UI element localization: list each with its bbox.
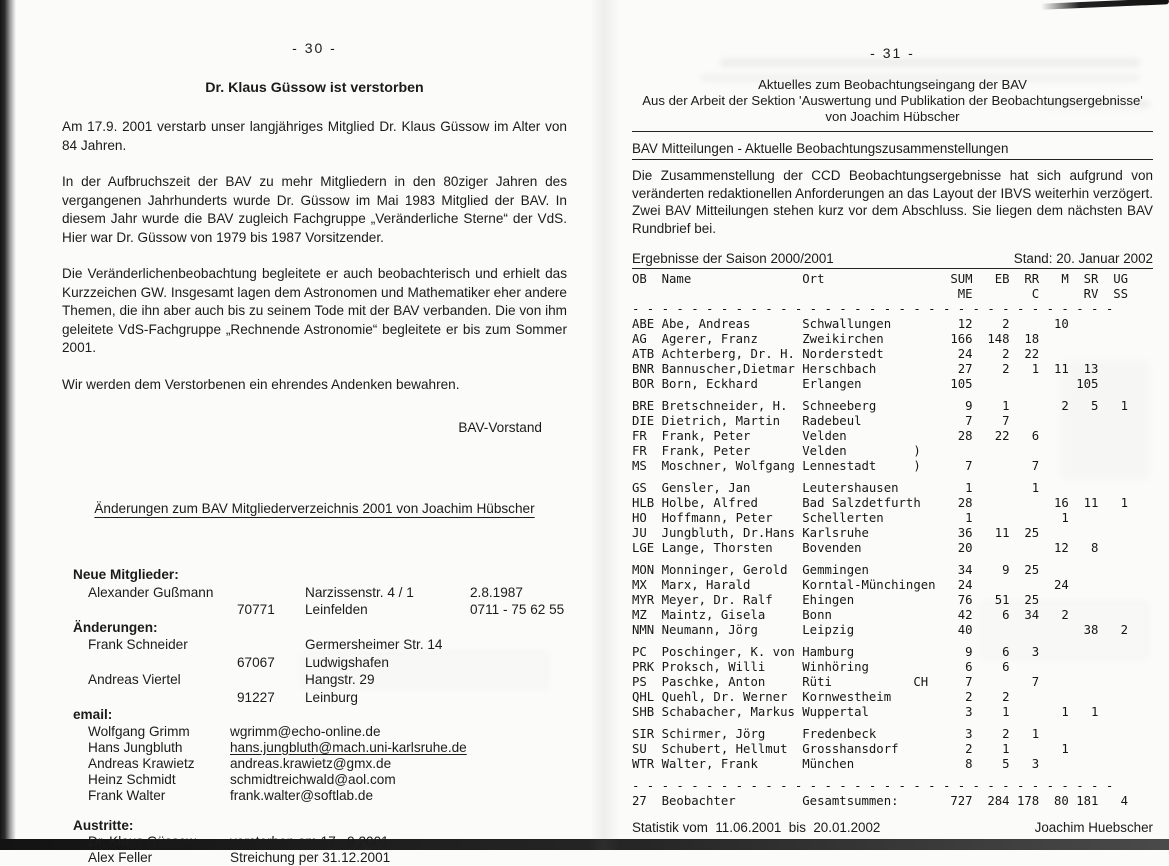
table-row: PRK Proksch, Willi Winhöring 6 6 bbox=[632, 660, 1153, 675]
section-aenderungen bbox=[73, 619, 567, 707]
table-row: SU Schubert, Hellmut Grosshansdorf 2 1 1 bbox=[632, 742, 1153, 757]
name-cell: Frank Schneider bbox=[88, 636, 237, 654]
table-row: MYR Meyer, Dr. Ralf Ehingen 76 51 25 bbox=[632, 593, 1153, 608]
table-row: ATB Achterberg, Dr. H. Norderstedt 24 2 22 bbox=[632, 347, 1153, 362]
section-email bbox=[73, 706, 567, 804]
section-austritte bbox=[73, 817, 567, 866]
table-row: HO Hoffmann, Peter Schellerten 1 1 bbox=[632, 511, 1153, 526]
table-row: NMN Neumann, Jörg Leipzig 40 38 2 bbox=[632, 623, 1153, 638]
plz-cell: 70771 bbox=[237, 601, 305, 619]
section-neue-mitglieder bbox=[73, 566, 567, 619]
table-row: GS Gensler, Jan Leutershausen 1 1 bbox=[632, 481, 1153, 496]
extra-cell bbox=[470, 671, 567, 689]
name-cell: Andreas Krawietz bbox=[88, 756, 230, 772]
table-row: MS Moschner, Wolfgang Lennestadt ) 7 7 bbox=[632, 459, 1153, 474]
obituary-paragraph-1: Am 17.9. 2001 verstarb unser langjähriges Mitglied Dr. Klaus Güssow im Alter von 84 Jahren. bbox=[62, 118, 567, 155]
street-cell: Leinfelden bbox=[305, 601, 470, 619]
austritte-rows bbox=[73, 834, 567, 866]
observation-table bbox=[632, 272, 1153, 809]
mitteilungen-subtitle: BAV Mitteilungen - Aktuelle Beobachtungszusammenstellungen bbox=[632, 141, 1153, 156]
table-caption-left: Ergebnisse der Saison 2000/2001 bbox=[632, 251, 834, 266]
value-cell: frank.walter@softlab.de bbox=[230, 788, 567, 804]
table-row: JU Jungbluth, Dr.Hans Karlsruhe 36 11 25 bbox=[632, 526, 1153, 541]
address-row bbox=[73, 654, 567, 672]
pair-row bbox=[73, 772, 567, 788]
street-cell: Narzissenstr. 4 / 1 bbox=[305, 584, 470, 602]
pair-row bbox=[73, 740, 567, 756]
name-cell: Frank Walter bbox=[88, 788, 230, 804]
pair-row bbox=[73, 756, 567, 772]
name-cell: Andreas Viertel bbox=[88, 671, 237, 689]
street-cell: Germersheimer Str. 14 bbox=[305, 636, 470, 654]
table-row: LGE Lange, Thorsten Bovenden 20 12 8 bbox=[632, 541, 1153, 556]
scan-edge-left bbox=[0, 0, 16, 850]
table-divider: - - - - - - - - - - - - - - - - - - - - - - - - - - - - - - - - - bbox=[632, 779, 1153, 794]
street-cell: Ludwigshafen bbox=[305, 654, 470, 672]
value-cell: wgrimm@echo-online.de bbox=[230, 724, 567, 740]
plz-cell: 91227 bbox=[237, 689, 305, 707]
table-row: SIR Schirmer, Jörg Fredenbeck 3 2 1 bbox=[632, 727, 1153, 742]
pair-row bbox=[73, 724, 567, 740]
address-row bbox=[73, 636, 567, 654]
table-author: Joachim Huebscher bbox=[1035, 820, 1153, 835]
obituary-title: Dr. Klaus Güssow ist verstorben bbox=[62, 80, 567, 96]
table-row: ABE Abe, Andreas Schwallungen 12 2 10 bbox=[632, 317, 1153, 332]
table-row: FR Frank, Peter Velden 28 22 6 bbox=[632, 429, 1153, 444]
name-cell: Wolfgang Grimm bbox=[88, 724, 230, 740]
value-cell: hans.jungbluth@mach.uni-karlsruhe.de bbox=[230, 740, 567, 756]
section-label: Austritte: bbox=[73, 817, 567, 835]
table-row: MX Marx, Harald Korntal-Münchingen 24 24 bbox=[632, 578, 1153, 593]
page-gutter-shadow bbox=[590, 0, 620, 850]
mitteilungen-paragraph: Die Zusammenstellung der CCD Beobachtungsergebnisse hat sich aufgrund von veränderten redaktionellen Anforderungen an das Layout der IBVS weiterhin verzögert. Zwei BAV Mitteilungen stehen kurz vor dem Abschluss. Sie liegen dem nächsten BAV Rundbrief bei. bbox=[632, 167, 1153, 237]
value-cell: verstorben am 17. 9.2001 bbox=[230, 834, 567, 850]
table-row: AG Agerer, Franz Zweikirchen 166 148 18 bbox=[632, 332, 1153, 347]
table-row: DIE Dietrich, Martin Radebeul 7 7 bbox=[632, 414, 1153, 429]
obituary-paragraph-4: Wir werden dem Verstorbenen ein ehrendes Andenken bewahren. bbox=[62, 376, 567, 395]
section-label: Änderungen: bbox=[73, 619, 567, 637]
table-caption-right: Stand: 20. Januar 2002 bbox=[1014, 251, 1153, 266]
extra-cell bbox=[470, 636, 567, 654]
extra-cell bbox=[470, 689, 567, 707]
table-row: FR Frank, Peter Velden ) bbox=[632, 444, 1153, 459]
subtitle-rule bbox=[632, 159, 1153, 160]
caption-rule bbox=[632, 268, 1153, 269]
pair-row bbox=[73, 834, 567, 850]
name-cell bbox=[88, 689, 237, 707]
name-cell: Alex Feller bbox=[88, 850, 230, 866]
plz-cell: 67067 bbox=[237, 654, 305, 672]
section-label: email: bbox=[73, 706, 567, 724]
pair-row bbox=[73, 850, 567, 866]
left-page bbox=[62, 40, 567, 866]
statistics-period: Statistik vom 11.06.2001 bis 20.01.2002 bbox=[632, 820, 880, 835]
plz-cell bbox=[237, 636, 305, 654]
address-row bbox=[73, 671, 567, 689]
pair-row bbox=[73, 788, 567, 804]
table-header-sub: ME C RV SS bbox=[632, 287, 1153, 302]
name-cell bbox=[88, 654, 237, 672]
report-heading-line3: von Joachim Hübscher bbox=[632, 109, 1153, 125]
street-cell: Leinburg bbox=[305, 689, 470, 707]
table-row: MON Monninger, Gerold Gemmingen 34 9 25 bbox=[632, 563, 1153, 578]
name-cell: Alexander Gußmann bbox=[88, 584, 237, 602]
table-header: OB Name Ort SUM EB RR M SR UG bbox=[632, 272, 1153, 287]
name-cell: Hans Jungbluth bbox=[88, 740, 230, 756]
table-row: BRE Bretschneider, H. Schneeberg 9 1 2 5 1 bbox=[632, 399, 1153, 414]
table-divider: - - - - - - - - - - - - - - - - - - - - - - - - - - - - - - - - - bbox=[632, 302, 1153, 317]
address-row bbox=[73, 689, 567, 707]
email-rows bbox=[73, 724, 567, 804]
heading-rule bbox=[632, 131, 1153, 132]
right-page bbox=[632, 45, 1153, 835]
obituary-paragraph-3: Die Veränderlichenbeobachtung begleitete er auch beobachterisch und erhielt das Kurzzeichen GW. Insgesamt lagen dem Astronomen und Mathematiker eher andere Themen, die ihn aber auch bis zu seinem Tode mit der BAV verbanden. Die von ihm geleitete VdS-Fachgruppe „Rechnende Astronomie“ begleitete er bis zum Sommer 2001. bbox=[62, 265, 567, 358]
name-cell: Dr. Klaus Güssow bbox=[88, 834, 230, 850]
new-members-rows bbox=[73, 584, 567, 619]
obituary-signature: BAV-Vorstand bbox=[62, 420, 567, 435]
value-cell: schmidtreichwald@aol.com bbox=[230, 772, 567, 788]
report-heading-line1: Aktuelles zum Beobachtungseingang der BAV bbox=[632, 77, 1153, 93]
table-row: PS Paschke, Anton Rüti CH 7 7 bbox=[632, 675, 1153, 690]
plz-cell bbox=[237, 671, 305, 689]
table-row: BNR Bannuscher,Dietmar Herschbach 27 2 1 11 13 bbox=[632, 362, 1153, 377]
page-number-30: - 30 - bbox=[62, 40, 567, 56]
scan-edge-top-right bbox=[1041, 0, 1169, 10]
extra-cell bbox=[470, 654, 567, 672]
table-row: BOR Born, Eckhard Erlangen 105 105 bbox=[632, 377, 1153, 392]
table-row: HLB Holbe, Alfred Bad Salzdetfurth 28 16 11 1 bbox=[632, 496, 1153, 511]
table-row: SHB Schabacher, Markus Wuppertal 3 1 1 1 bbox=[632, 705, 1153, 720]
changes-heading: Änderungen zum BAV Mitgliederverzeichnis 2001 von Joachim Hübscher bbox=[62, 501, 567, 516]
table-row: MZ Maintz, Gisela Bonn 42 6 34 2 bbox=[632, 608, 1153, 623]
address-row bbox=[73, 584, 567, 602]
table-row: PC Poschinger, K. von Hamburg 9 6 3 bbox=[632, 645, 1153, 660]
name-cell: Heinz Schmidt bbox=[88, 772, 230, 788]
table-caption-row bbox=[632, 251, 1153, 266]
section-label: Neue Mitglieder: bbox=[73, 566, 567, 584]
member-sections bbox=[62, 566, 567, 866]
report-heading-line2: Aus der Arbeit der Sektion 'Auswertung und Publikation der Beobachtungsergebnisse' bbox=[632, 93, 1153, 109]
table-totals-row: 27 Beobachter Gesamtsummen: 727 284 178 80 181 4 bbox=[632, 794, 1153, 809]
table-footer-row bbox=[632, 820, 1153, 835]
address-row bbox=[73, 601, 567, 619]
value-cell: Streichung per 31.12.2001 bbox=[230, 850, 567, 866]
aenderungen-rows bbox=[73, 636, 567, 706]
name-cell bbox=[88, 601, 237, 619]
table-row: WTR Walter, Frank München 8 5 3 bbox=[632, 757, 1153, 772]
street-cell: Hangstr. 29 bbox=[305, 671, 470, 689]
extra-cell: 2.8.1987 bbox=[470, 584, 567, 602]
value-cell: andreas.krawietz@gmx.de bbox=[230, 756, 567, 772]
page-number-31: - 31 - bbox=[632, 45, 1153, 61]
obituary-paragraph-2: In der Aufbruchszeit der BAV zu mehr Mitgliedern in den 80ziger Jahren des vergangenen Jahrhunderts wurde Dr. Güssow im Mai 1983 Mitglied der BAV. In diesem Jahr wurde die BAV zugleich Fachgruppe „Veränderliche Sterne“ der VdS. Hier war Dr. Güssow von 1979 bis 1987 Vorsitzender. bbox=[62, 173, 567, 247]
extra-cell: 0711 - 75 62 55 bbox=[470, 601, 567, 619]
plz-cell bbox=[237, 584, 305, 602]
table-row: QHL Quehl, Dr. Werner Kornwestheim 2 2 bbox=[632, 690, 1153, 705]
